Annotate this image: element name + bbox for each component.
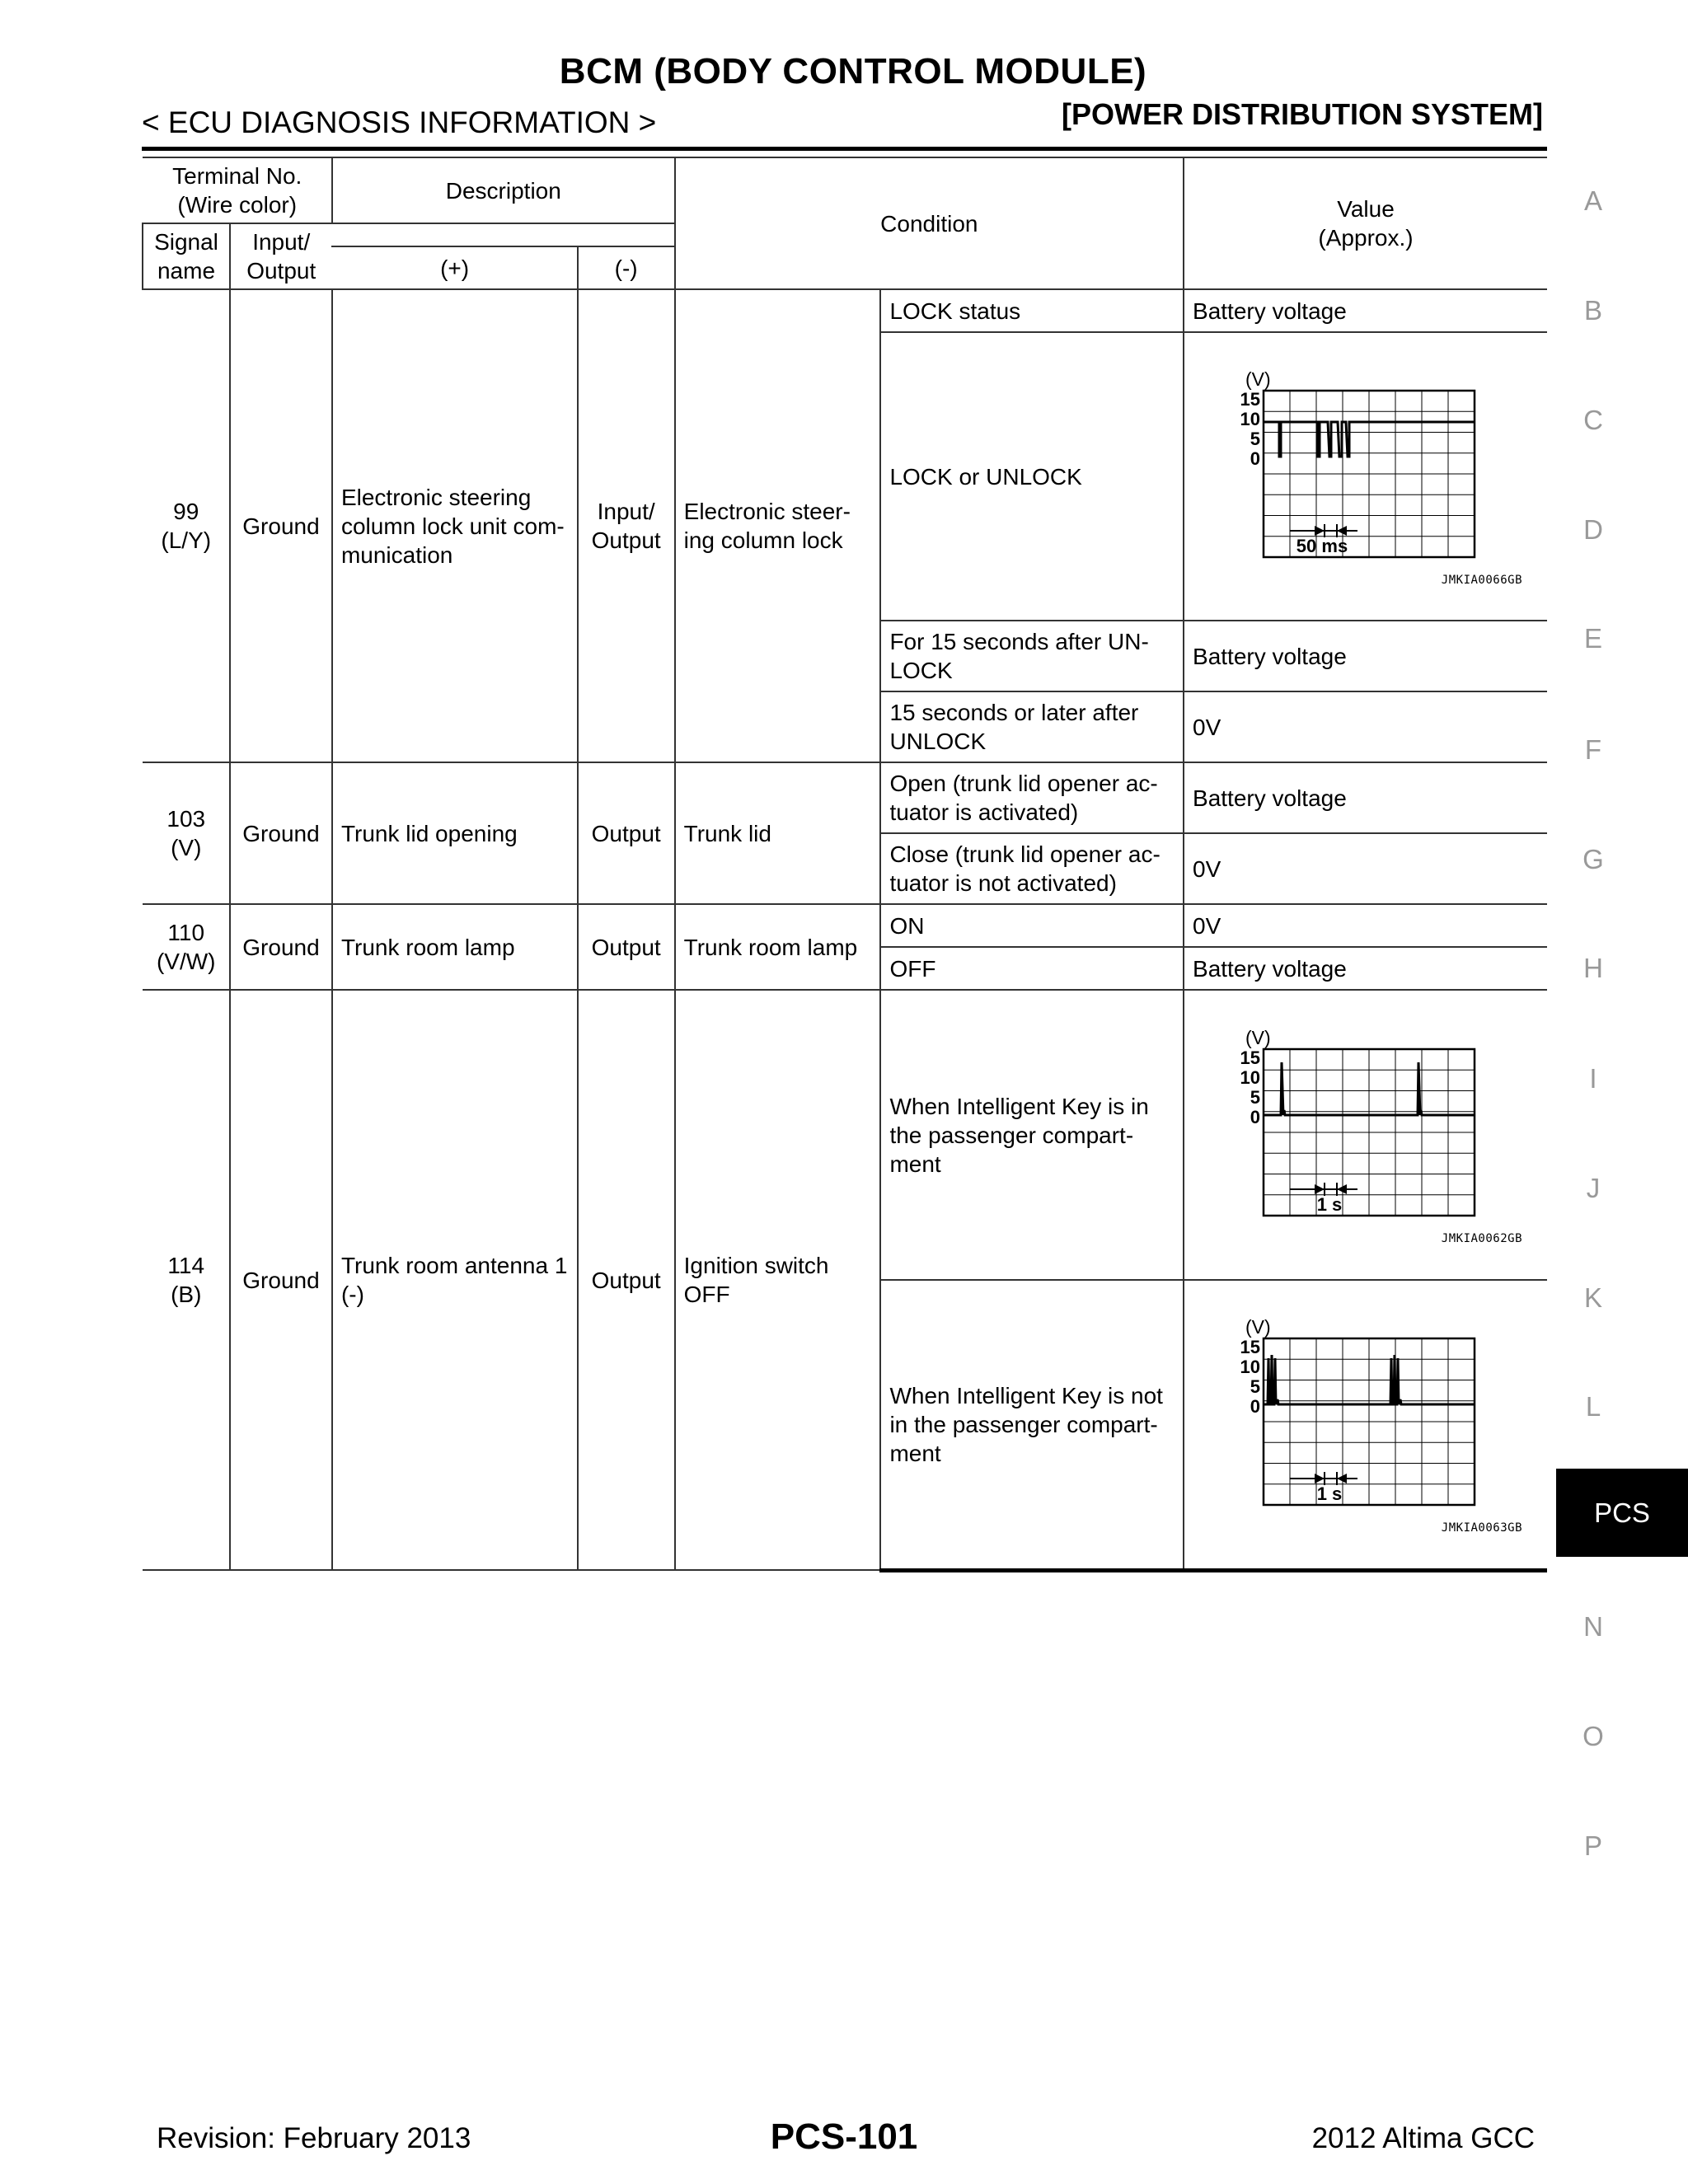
system-heading: [POWER DISTRIBUTION SYSTEM] xyxy=(1062,97,1543,131)
sub-condition: LOCK status xyxy=(880,289,1184,332)
signal-name: Trunk room antenna 1 (-) xyxy=(332,990,578,1570)
waveform-tick: 10 xyxy=(1240,1067,1260,1088)
waveform-tick: 0 xyxy=(1250,1107,1260,1127)
sub-condition: When Intelligent Key is in the passenger compart-ment xyxy=(880,990,1184,1280)
header-terminal: Terminal No. (Wire color) xyxy=(143,157,332,223)
value: Battery voltage xyxy=(1184,762,1547,833)
input-output: Input/ Output xyxy=(578,289,675,762)
terminal-minus: Ground xyxy=(230,289,332,762)
side-index-n[interactable]: N xyxy=(1583,1611,1603,1642)
signal-name: Trunk room lamp xyxy=(332,904,578,990)
side-index-b[interactable]: B xyxy=(1583,295,1602,326)
waveform-cell xyxy=(1184,990,1547,1280)
sub-condition: For 15 seconds after UN-LOCK xyxy=(880,621,1184,691)
sub-condition: OFF xyxy=(880,947,1184,990)
side-index-c[interactable]: C xyxy=(1583,405,1603,435)
input-output: Output xyxy=(578,904,675,990)
waveform-unit: (V) xyxy=(1245,1316,1271,1338)
side-index-f[interactable]: F xyxy=(1584,734,1602,765)
section-heading: < ECU DIAGNOSIS INFORMATION > xyxy=(142,105,657,139)
input-output: Output xyxy=(578,990,675,1570)
sub-condition: Close (trunk lid opener ac-tuator is not activated) xyxy=(880,833,1184,904)
header-plus: (+) xyxy=(332,246,578,289)
sub-condition: ON xyxy=(880,904,1184,947)
condition: Electronic steer-ing column lock xyxy=(675,289,881,762)
sub-condition: When Intelligent Key is not in the passenger compart-ment xyxy=(880,1280,1184,1570)
terminal-table xyxy=(142,157,1547,1572)
terminal-plus: 99 (L/Y) xyxy=(143,289,230,762)
input-output: Output xyxy=(578,762,675,904)
side-index-i[interactable]: I xyxy=(1589,1063,1597,1094)
terminal-plus: 103 (V) xyxy=(143,762,230,904)
condition: Ignition switch OFF xyxy=(675,990,881,1570)
side-index-j[interactable]: J xyxy=(1586,1173,1601,1203)
signal-name: Trunk lid opening xyxy=(332,762,578,904)
side-index-g[interactable]: G xyxy=(1582,844,1604,874)
waveform-tick: 10 xyxy=(1240,1357,1260,1378)
waveform-tick: 10 xyxy=(1240,409,1260,429)
waveform-code: JMKIA0066GB xyxy=(1441,574,1522,587)
side-index-o[interactable]: O xyxy=(1582,1721,1604,1751)
waveform-unit: (V) xyxy=(1245,1027,1271,1048)
header-minus: (-) xyxy=(578,246,675,289)
waveform-tick: 0 xyxy=(1250,448,1260,469)
waveform-cell xyxy=(1184,332,1547,621)
side-index-e[interactable]: E xyxy=(1583,623,1602,654)
footer-page-number: PCS-101 xyxy=(770,2116,918,2157)
waveform-tick: 5 xyxy=(1250,429,1260,449)
sub-condition: Open (trunk lid opener ac-tuator is activated) xyxy=(880,762,1184,833)
waveform-lock-unlock xyxy=(1201,336,1531,616)
value: 0V xyxy=(1184,904,1547,947)
side-index-p[interactable]: P xyxy=(1583,1830,1602,1861)
signal-name: Electronic steering column lock unit com-munication xyxy=(332,289,578,762)
terminal-minus: Ground xyxy=(230,904,332,990)
waveform-tick: 15 xyxy=(1240,389,1260,410)
waveform-code: JMKIA0063GB xyxy=(1441,1521,1522,1535)
page-title: BCM (BODY CONTROL MODULE) xyxy=(559,51,1147,91)
waveform-tick: 5 xyxy=(1250,1087,1260,1108)
header-input-output: Input/ Output xyxy=(230,223,332,289)
side-index-pcs-active[interactable]: PCS xyxy=(1556,1469,1688,1557)
value: Battery voltage xyxy=(1184,621,1547,691)
waveform-unit: (V) xyxy=(1245,368,1271,390)
waveform-tick: 0 xyxy=(1250,1396,1260,1418)
waveform-tick: 5 xyxy=(1250,1376,1260,1398)
side-index-d[interactable]: D xyxy=(1583,514,1603,545)
waveform-cell xyxy=(1184,1280,1547,1570)
terminal-plus: 110 (V/W) xyxy=(143,904,230,990)
side-index-k[interactable]: K xyxy=(1583,1282,1602,1313)
value: 0V xyxy=(1184,833,1547,904)
terminal-minus: Ground xyxy=(230,762,332,904)
waveform-tick: 15 xyxy=(1240,1047,1260,1068)
header-value: Value (Approx.) xyxy=(1184,157,1547,289)
sub-condition: 15 seconds or later after UNLOCK xyxy=(880,691,1184,762)
side-index-h[interactable]: H xyxy=(1583,953,1603,983)
waveform-code: JMKIA0062GB xyxy=(1441,1232,1522,1245)
waveform-tick: 15 xyxy=(1240,1337,1260,1358)
waveform-time-label: 1 s xyxy=(1316,1483,1343,1505)
header-rule xyxy=(142,147,1547,151)
sub-condition: LOCK or UNLOCK xyxy=(880,332,1184,621)
header-condition: Condition xyxy=(675,157,1184,289)
waveform-time-label: 1 s xyxy=(1316,1194,1343,1215)
value: Battery voltage xyxy=(1184,289,1547,332)
condition: Trunk room lamp xyxy=(675,904,881,990)
side-index-a[interactable]: A xyxy=(1583,185,1602,216)
side-index-l[interactable]: L xyxy=(1585,1391,1601,1422)
value: 0V xyxy=(1184,691,1547,762)
footer-revision: Revision: February 2013 xyxy=(157,2122,471,2154)
waveform-time-label: 50 ms xyxy=(1296,536,1348,556)
condition: Trunk lid xyxy=(675,762,881,904)
terminal-plus: 114 (B) xyxy=(143,990,230,1570)
terminal-minus: Ground xyxy=(230,990,332,1570)
header-description: Description xyxy=(332,157,675,223)
waveform-key-out xyxy=(1201,1284,1531,1564)
value: Battery voltage xyxy=(1184,947,1547,990)
footer-model: 2012 Altima GCC xyxy=(1311,2122,1535,2154)
waveform-key-in xyxy=(1201,995,1531,1275)
header-signal-name: Signal name xyxy=(143,223,230,289)
